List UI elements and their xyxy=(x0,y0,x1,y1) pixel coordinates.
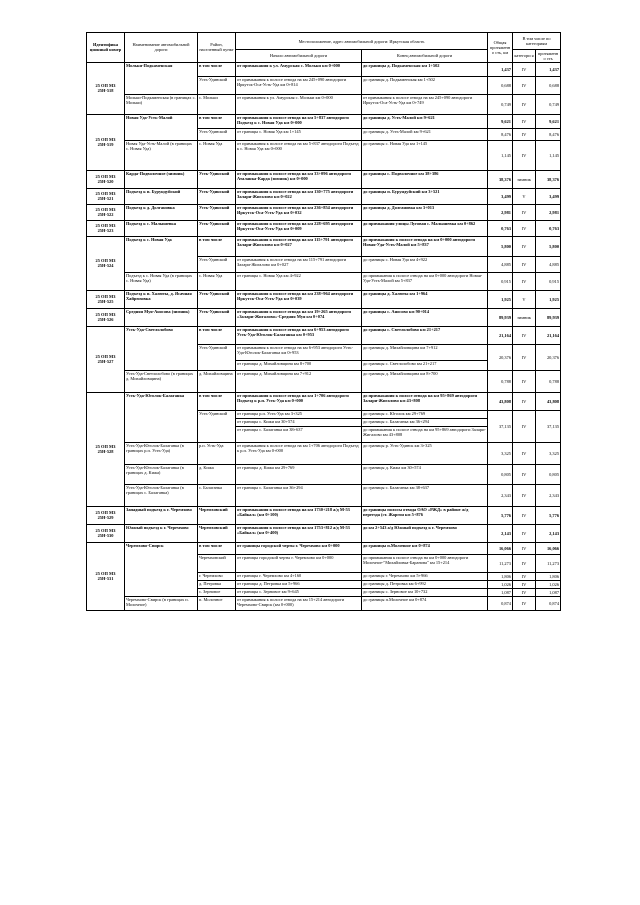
road-end-cell: до границы д. Халюты км 1+964 xyxy=(362,290,488,308)
header-category-length: протяженно сть xyxy=(536,50,561,62)
road-id-cell: 25 ОП МЗ 25Н-531 xyxy=(87,542,125,610)
road-name-cell: Усть-Уда-Юголок-Балаганка (в границах д. Кижа) xyxy=(125,464,198,484)
road-id-cell: 25 ОП МЗ 25Н-527 xyxy=(87,326,125,392)
category-length-cell: 89,939 xyxy=(536,308,561,326)
district-cell: д. Михайловщина xyxy=(198,370,236,392)
road-start-cell: от примыкания к полосе отвода на км 6+953 автодороги Усть-Уда-Юголок-Балаганка км 0+953 xyxy=(236,326,362,344)
road-start-cell: от примыкания к полосе отвода на км 15+214 автодороги Черемхово-Свирск (км 0+000) xyxy=(236,596,362,610)
length-cell: 0,874 xyxy=(488,596,513,610)
district-cell: Усть-Удинский xyxy=(198,308,236,326)
district-cell: Черемховский xyxy=(198,554,236,572)
category-cell: зимник xyxy=(513,170,536,188)
district-cell: с. Балаганка xyxy=(198,484,236,506)
district-cell: Усть-Удинский xyxy=(198,290,236,308)
table-row xyxy=(87,442,561,464)
table-row xyxy=(87,140,561,170)
category-length-cell: 0,788 xyxy=(536,370,561,392)
length-cell: 20,376 xyxy=(488,344,513,370)
length-cell: 89,939 xyxy=(488,308,513,326)
table-row xyxy=(87,484,561,506)
table-row xyxy=(87,596,561,610)
category-cell: IV xyxy=(513,236,536,256)
district-cell: Черемховский xyxy=(198,524,236,542)
road-name-cell: Черемхово-Свирск xyxy=(125,542,198,596)
road-end-cell: до границы д. Усть-Малой км 9+621 xyxy=(362,114,488,128)
road-start-cell: от примыкания к полосе отвода на км 6+953 автодороги Усть-Уда-Юголок-Балаганка км 0+953 xyxy=(236,344,362,360)
district-cell: п. Молочное xyxy=(198,596,236,610)
road-start-cell: от примыкания к полосе отвода на км 1753+812 а/д М-53 «Байкал» (км 0+400) xyxy=(236,524,362,542)
table-row xyxy=(87,370,561,392)
table-row xyxy=(87,62,561,76)
length-cell: 0,788 xyxy=(488,370,513,392)
document-page xyxy=(86,32,560,874)
length-cell: 5,776 xyxy=(488,506,513,524)
district-cell: д. Петровка xyxy=(198,580,236,588)
district-cell: в том числе xyxy=(198,392,236,410)
district-cell: с. Зерновое xyxy=(198,588,236,596)
road-end-cell: до примыкания к полосе отвода на км 0+000 автодороги Новая-Уда-Усть-Малой км 5+837 xyxy=(362,236,488,256)
road-id-cell: 25 ОП МЗ 25Н-523 xyxy=(87,220,125,236)
table-body xyxy=(87,62,561,610)
category-cell: IV xyxy=(513,410,536,442)
category-length-cell: 43,808 xyxy=(536,392,561,410)
road-end-cell: до примыкания к полосе отвода на км 95+869 автодороги Залари-Жигалово км 43+808 xyxy=(362,392,488,410)
road-name-cell: Подъезд к с. Новая Уда (в границах с. Новая Уда) xyxy=(125,272,198,290)
category-length-cell: 16,066 xyxy=(536,542,561,554)
road-start-cell: от примыкания к полосе отвода на км 19+265 автодороги «Залари-Жигалово»-Средняя Муя км 0+074 xyxy=(236,308,362,326)
category-cell: IV xyxy=(513,442,536,464)
length-cell: 21,164 xyxy=(488,326,513,344)
district-cell: в том числе xyxy=(198,62,236,76)
length-cell: 43,808 xyxy=(488,392,513,410)
length-cell: 0,805 xyxy=(488,464,513,484)
length-cell: 9,621 xyxy=(488,114,513,128)
road-start-cell: от границы с. Балаганка км 38+637 xyxy=(236,426,362,442)
district-cell: в том числе xyxy=(198,114,236,128)
road-start-cell: от примыкания к полосе отвода на км 238+964 автодороги Иркутск-Оса-Усть-Уда км 0+039 xyxy=(236,290,362,308)
table-row xyxy=(87,188,561,204)
category-cell: IV xyxy=(513,256,536,272)
road-start-cell: от границы с. Балаганка км 36+294 xyxy=(236,484,362,506)
road-start-cell: от границы д. Петровка км 5+966 xyxy=(236,580,362,588)
road-start-cell: от примыкания к полосе отвода на км 228+695 автодороги Иркутск-Оса-Усть-Уда км 0+009 xyxy=(236,220,362,236)
district-cell: Усть-Удинский xyxy=(198,170,236,188)
road-name-cell: Подъезд к п. Халюты, д. Ясачная Хайрюзовка xyxy=(125,290,198,308)
road-end-cell: до границы полосы отвода ОАО «РЖД» в районе ж/д переезда (ст. Жаргон км 5+876 xyxy=(362,506,488,524)
road-end-cell: до км 2+543 а/д Южный подъезд к г. Черемхово xyxy=(362,524,488,542)
table-row xyxy=(87,326,561,344)
road-end-cell: до границы д. Долгановка км 3+013 xyxy=(362,204,488,220)
road-end-cell: до границы п.Молочное км 0+874 xyxy=(362,596,488,610)
table-row xyxy=(87,170,561,188)
category-cell: V xyxy=(513,188,536,204)
category-length-cell: 1,806 xyxy=(536,572,561,580)
district-cell: Усть-Удинский xyxy=(198,188,236,204)
road-name-cell: Усть-Уда-Юголок-Балаганка xyxy=(125,392,198,442)
road-name-cell: Западный подъезд к г. Черемхово xyxy=(125,506,198,524)
road-start-cell: от примыкания к ул. Амурская с. Мольки км 0+000 xyxy=(236,94,362,114)
header-id: Идентифика ционный номер xyxy=(87,33,125,63)
category-length-cell: 20,376 xyxy=(536,344,561,370)
road-end-cell: до границы д. Усть-Малой км 9+621 xyxy=(362,128,488,140)
header-length: Общая протяженно сть, км xyxy=(488,33,513,63)
length-cell: 1,087 xyxy=(488,588,513,596)
category-length-cell: 2,981 xyxy=(536,204,561,220)
road-start-cell: от примыкания к полосе отвода на км 236+854 автодороги Иркутск-Оса-Усть-Уда км 0+032 xyxy=(236,204,362,220)
road-end-cell: до границы д. Петровка км 6+992 xyxy=(362,580,488,588)
category-cell: IV xyxy=(513,204,536,220)
district-cell: р.п. Усть-Уда xyxy=(198,442,236,464)
road-id-cell: 25 ОП МЗ 25Н-522 xyxy=(87,204,125,220)
road-name-cell: Подъезд к с. Малышевка xyxy=(125,220,198,236)
category-cell: IV xyxy=(513,484,536,506)
road-id-cell: 25 ОП МЗ 25Н-520 xyxy=(87,170,125,188)
district-cell: Усть-Удинский xyxy=(198,410,236,442)
road-start-cell: от границы с. Кижи км 30+574 xyxy=(236,418,362,426)
category-length-cell: 0,749 xyxy=(536,94,561,114)
length-cell: 8,476 xyxy=(488,128,513,140)
road-name-cell: Новая Уда-Усть-Малой xyxy=(125,114,198,140)
road-end-cell: до границы п.Молочное км 0+874 xyxy=(362,542,488,554)
road-start-cell: от границы городской черты г. Черемхово км 0+000 xyxy=(236,554,362,572)
category-cell: IV xyxy=(513,588,536,596)
district-cell: Усть-Удинский xyxy=(198,204,236,220)
road-end-cell: до границы р. Усть-Удинск км 3+325 xyxy=(362,442,488,464)
length-cell: 1,145 xyxy=(488,140,513,170)
category-length-cell: 21,164 xyxy=(536,326,561,344)
road-end-cell: до примыкания к полосе отвода на км 0+000 автодороги Молочное-"Михайловка-Баранова" км 15+214 xyxy=(362,554,488,572)
category-cell: IV xyxy=(513,596,536,610)
road-name-cell: Карда-Подволочное (зимник) xyxy=(125,170,198,188)
category-cell: IV xyxy=(513,94,536,114)
length-cell: 0,915 xyxy=(488,272,513,290)
category-length-cell: 3,499 xyxy=(536,188,561,204)
length-cell: 3,499 xyxy=(488,188,513,204)
length-cell: 11,273 xyxy=(488,554,513,572)
district-cell: Черемховский xyxy=(198,506,236,524)
road-id-cell: 25 ОП МЗ 25Н-524 xyxy=(87,236,125,290)
district-cell: Усть-Удинский xyxy=(198,344,236,370)
road-id-cell: 25 ОП МЗ 25Н-529 xyxy=(87,506,125,524)
road-end-cell: до примыкания улицы Луговая с. Малышевка км 0+862 xyxy=(362,220,488,236)
road-end-cell: до границы д. Михайловщина км 7+912 xyxy=(362,344,488,360)
road-name-cell: Подъезд к п. Бурундуйский xyxy=(125,188,198,204)
table-row xyxy=(87,524,561,542)
category-length-cell: 5,776 xyxy=(536,506,561,524)
road-end-cell: до границы д. Михайловщина км 8+700 xyxy=(362,370,488,392)
header-location: Местоположение, адрес автомобильной дороги: Иркутская область xyxy=(236,33,488,50)
road-id-cell: 25 ОП МЗ 25Н-530 xyxy=(87,524,125,542)
category-length-cell: 0,688 xyxy=(536,76,561,94)
road-start-cell: от границы г. Черемхово км 4+160 xyxy=(236,572,362,580)
road-start-cell: от примыкания к полосе отвода на км 1+706 автодороги Подъезд к р.п. Усть-Уда км 0+000 xyxy=(236,392,362,410)
table-row xyxy=(87,464,561,484)
road-end-cell: до границы с. Зерновое км 10+732 xyxy=(362,588,488,596)
category-length-cell: 2,343 xyxy=(536,484,561,506)
category-cell: зимник xyxy=(513,308,536,326)
road-end-cell: до границы д. Кижа км 30+574 xyxy=(362,464,488,484)
road-end-cell: до границы с. Подволочное км 38+386 xyxy=(362,170,488,188)
road-start-cell: от примыкания к полосе отвода на км 5+837 автодороги Подъезд к с. Новая Уда км 0+000 xyxy=(236,114,362,128)
table-row xyxy=(87,542,561,554)
road-start-cell: от примыкания к полосе отвода на км 5+837 автодороги Подъезд к с. Новая Уда км 0+000 xyxy=(236,140,362,170)
table-row xyxy=(87,220,561,236)
length-cell: 16,066 xyxy=(488,542,513,554)
road-end-cell: до границы с. Новая Уда км 1+145 xyxy=(362,140,488,170)
road-start-cell: от границы д. Кижа км 29+769 xyxy=(236,464,362,484)
district-cell: в том числе xyxy=(198,326,236,344)
road-name-cell: Мольки-Подкаменская (в границах с. Мольки) xyxy=(125,94,198,114)
table-row xyxy=(87,506,561,524)
road-id-cell: 25 ОП МЗ 25Н-528 xyxy=(87,392,125,506)
table-row xyxy=(87,94,561,114)
category-length-cell: 1,026 xyxy=(536,580,561,588)
district-cell: Усть-Удинский xyxy=(198,256,236,272)
road-name-cell: Мольки-Подкаменская xyxy=(125,62,198,94)
road-start-cell: от границы с. Новая Уда км 4+922 xyxy=(236,272,362,290)
road-name-cell: Подъезд к с. Новая Уда xyxy=(125,236,198,272)
road-start-cell: от границы с. Зерновое км 9+645 xyxy=(236,588,362,596)
length-cell: 2,981 xyxy=(488,204,513,220)
category-length-cell: 5,800 xyxy=(536,236,561,256)
category-cell: IV xyxy=(513,392,536,410)
road-name-cell: Южный подъезд к г. Черемхово xyxy=(125,524,198,542)
road-id-cell: 25 ОП МЗ 25Н-518 xyxy=(87,62,125,114)
category-length-cell: 37,135 xyxy=(536,410,561,442)
road-name-cell: Средняя Муя-Аносова (зимник) xyxy=(125,308,198,326)
length-cell: 5,800 xyxy=(488,236,513,256)
road-end-cell: до примыкания к полосе отвода на км 95+869 автодороги Залари-Жигалово км 43+808 xyxy=(362,426,488,442)
category-cell: IV xyxy=(513,62,536,76)
road-name-cell: Усть-Уда-Юголок-Балаганка (в границах р.п. Усть-Уда) xyxy=(125,442,198,464)
header-name: Наименование автомобильной дороги xyxy=(125,33,198,63)
road-id-cell: 25 ОП МЗ 25Н-525 xyxy=(87,290,125,308)
district-cell: Усть-Удинский xyxy=(198,128,236,140)
length-cell: 0,763 xyxy=(488,220,513,236)
road-name-cell: Новая Уда-Усть-Малой (в границах с. Новая Уда) xyxy=(125,140,198,170)
category-length-cell: 0,874 xyxy=(536,596,561,610)
roads-table xyxy=(86,32,561,611)
category-cell: IV xyxy=(513,572,536,580)
road-start-cell: от примыкания к полосе отвода на км 1+706 автодороги Подъезд к р.п. Усть-Уда км 0+000 xyxy=(236,442,362,464)
table-row xyxy=(87,204,561,220)
category-length-cell: 2,143 xyxy=(536,524,561,542)
category-length-cell: 3,325 xyxy=(536,442,561,464)
road-start-cell: от границы с. Новая Уда км 1+145 xyxy=(236,128,362,140)
header-end: Конец автомобильной дороги xyxy=(362,50,488,62)
category-cell: IV xyxy=(513,506,536,524)
district-cell: с. Новая Уда xyxy=(198,272,236,290)
category-cell: IV xyxy=(513,344,536,370)
road-end-cell: до границы с. Балаганка км 38+637 xyxy=(362,484,488,506)
road-end-cell: до границы с. Аносово км 90+014 xyxy=(362,308,488,326)
length-cell: 1,925 xyxy=(488,290,513,308)
road-id-cell: 25 ОП МЗ 25Н-521 xyxy=(87,188,125,204)
district-cell: с. Мольки xyxy=(198,94,236,114)
category-length-cell: 1,145 xyxy=(536,140,561,170)
header-district: Район, населенный пункт xyxy=(198,33,236,63)
road-name-cell: Подъезд к д. Долгановка xyxy=(125,204,198,220)
road-start-cell: от границы р.п. Усть-Уда км 3+325 xyxy=(236,410,362,418)
length-cell: 37,135 xyxy=(488,410,513,442)
road-id-cell: 25 ОП МЗ 25Н-526 xyxy=(87,308,125,326)
category-length-cell: 4,885 xyxy=(536,256,561,272)
header-start: Начало автомобильной дороги xyxy=(236,50,362,62)
category-cell: IV xyxy=(513,76,536,94)
road-name-cell: Черемхово-Свирск (в границах п. Молочное) xyxy=(125,596,198,610)
road-end-cell: до границы с. Новая Уда км 4+922 xyxy=(362,256,488,272)
road-start-cell: от границы д. Михайловщина км 8+700 xyxy=(236,360,362,370)
district-cell: Усть-Удинский xyxy=(198,220,236,236)
road-end-cell: до границы с. Балаганка км 36+294 xyxy=(362,418,488,426)
length-cell: 0,749 xyxy=(488,94,513,114)
table-row xyxy=(87,236,561,256)
length-cell: 1,806 xyxy=(488,572,513,580)
category-length-cell: 0,915 xyxy=(536,272,561,290)
table-row xyxy=(87,308,561,326)
road-name-cell: Усть-Уда-Юголок-Балаганка (в границах с. Балаганка) xyxy=(125,484,198,506)
category-cell: V xyxy=(513,290,536,308)
road-end-cell: до границы д. Подкаменская км 1+502 xyxy=(362,76,488,94)
category-length-cell: 0,805 xyxy=(536,464,561,484)
category-cell: IV xyxy=(513,220,536,236)
length-cell: 1,437 xyxy=(488,62,513,76)
length-cell: 1,026 xyxy=(488,580,513,588)
road-start-cell: от границы городской черты г. Черемхово км 0+000 xyxy=(236,542,362,554)
road-start-cell: от примыкания к полосе отвода на км 245+090 автодороги Иркутск-Оса-Усть-Уда км 0+814 xyxy=(236,76,362,94)
table-row xyxy=(87,290,561,308)
category-cell: IV xyxy=(513,464,536,484)
road-id-cell: 25 ОП МЗ 25Н-519 xyxy=(87,114,125,170)
category-length-cell: 1,437 xyxy=(536,62,561,76)
road-start-cell: от примыкания к полосе отвода на км 130+775 автодороги Залари-Жигалово км 0+022 xyxy=(236,188,362,204)
district-cell: в том числе xyxy=(198,542,236,554)
category-cell: IV xyxy=(513,114,536,128)
road-name-cell: Усть-Уда-Светлолобово (в границах д. Михайловщина) xyxy=(125,370,198,392)
road-start-cell: от примыкания к полосе отвода на км 115+791 автодороги Залари-Жигалово км 0+027 xyxy=(236,236,362,256)
table-row xyxy=(87,272,561,290)
category-length-cell: 11,273 xyxy=(536,554,561,572)
road-end-cell: до примыкания к полосе отвода на км 0+000 автодороги Новая-Уда-Усть-Малой км 5+837 xyxy=(362,272,488,290)
category-cell: IV xyxy=(513,370,536,392)
road-end-cell: до границы д. Подкаменская км 1+502 xyxy=(362,62,488,76)
category-length-cell: 0,763 xyxy=(536,220,561,236)
district-cell: г. Черемхово xyxy=(198,572,236,580)
road-end-cell: до границы г. Черемхово км 5+966 xyxy=(362,572,488,580)
category-cell: IV xyxy=(513,524,536,542)
road-end-cell: от примыкания к полосе отвода на км 245+090 автодороги Иркутск-Оса-Усть-Уда км 0+749 xyxy=(362,94,488,114)
category-length-cell: 38,376 xyxy=(536,170,561,188)
category-length-cell: 1,925 xyxy=(536,290,561,308)
road-start-cell: от примыкания к полосе отвода на км 33+096 автодороги Аталанка-Карда (зимник) км 0+000 xyxy=(236,170,362,188)
category-length-cell: 8,476 xyxy=(536,128,561,140)
category-length-cell: 9,621 xyxy=(536,114,561,128)
category-cell: IV xyxy=(513,542,536,554)
category-cell: IV xyxy=(513,140,536,170)
road-start-cell: от границы д. Михайловщина км 7+912 xyxy=(236,370,362,392)
table-row xyxy=(87,114,561,128)
district-cell: Усть-Удинский xyxy=(198,76,236,94)
category-cell: IV xyxy=(513,272,536,290)
category-cell: IV xyxy=(513,326,536,344)
table-row xyxy=(87,392,561,410)
category-cell: IV xyxy=(513,128,536,140)
district-cell: д. Кижа xyxy=(198,464,236,484)
length-cell: 0,688 xyxy=(488,76,513,94)
road-end-cell: до границы с. Светлолобово км 21+217 xyxy=(362,360,488,370)
road-end-cell: до границы с. Юголок км 29+769 xyxy=(362,410,488,418)
category-cell: IV xyxy=(513,554,536,572)
road-end-cell: до границы п. Бурундуйский км 3+521 xyxy=(362,188,488,204)
header-categories: В том числе по категориям xyxy=(513,33,561,50)
length-cell: 4,885 xyxy=(488,256,513,272)
district-cell: с. Новая Уда xyxy=(198,140,236,170)
road-end-cell: до границы с. Светлолобово км 21+217 xyxy=(362,326,488,344)
category-length-cell: 1,087 xyxy=(536,588,561,596)
header-category: категори я xyxy=(513,50,536,62)
district-cell: в том числе xyxy=(198,236,236,256)
road-start-cell: от примыкания к ул. Амурская с. Мольки км 0+000 xyxy=(236,62,362,76)
category-cell: IV xyxy=(513,580,536,588)
road-start-cell: от примыкания к полосе отвода на км 115+791 автодороги Залари-Жигалово км 0+027 xyxy=(236,256,362,272)
length-cell: 38,376 xyxy=(488,170,513,188)
length-cell: 2,143 xyxy=(488,524,513,542)
road-start-cell: от примыкания к полосе отвода на км 1730+218 а/д М-53 «Байкал» (км 0+100) xyxy=(236,506,362,524)
road-name-cell: Усть-Уда-Светлолобово xyxy=(125,326,198,370)
length-cell: 3,325 xyxy=(488,442,513,464)
length-cell: 2,343 xyxy=(488,484,513,506)
